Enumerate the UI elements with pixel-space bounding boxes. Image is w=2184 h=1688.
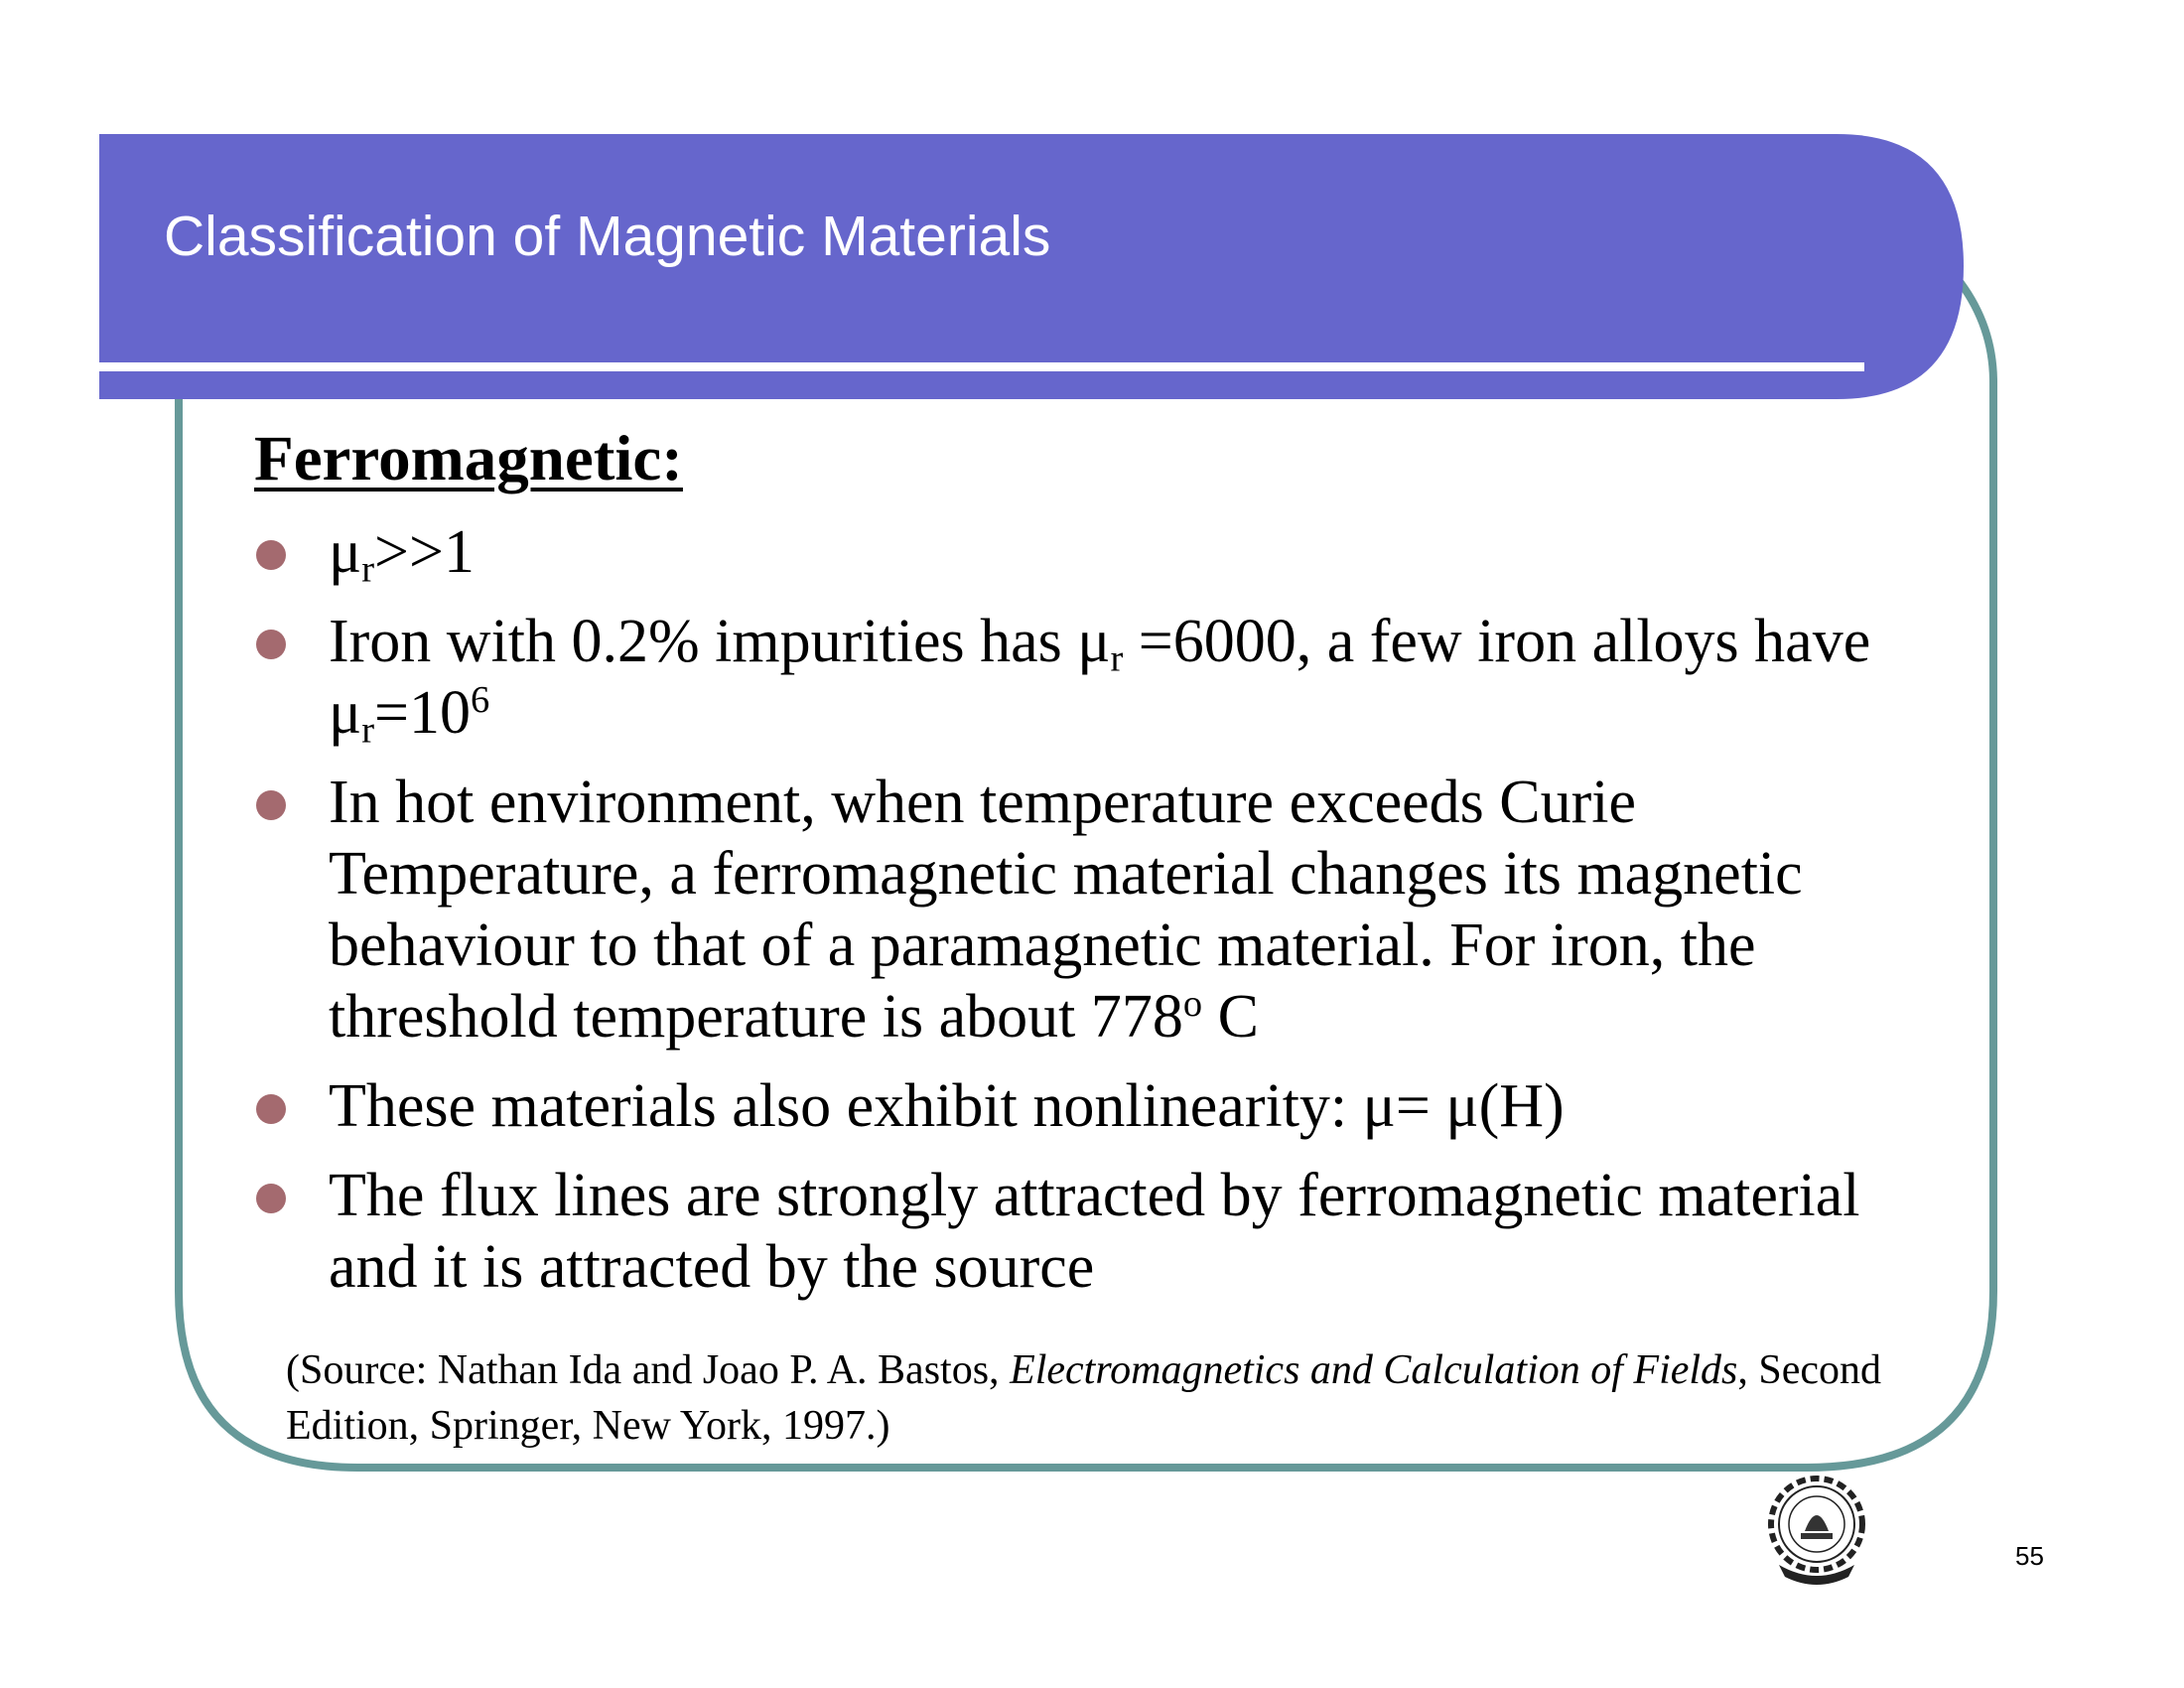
bullet-dot [256, 1184, 286, 1213]
institute-logo-icon [1757, 1470, 1876, 1589]
bullet-item [254, 1160, 1962, 1303]
section-heading: Ferromagnetic: [254, 423, 683, 494]
page-number: 55 [2015, 1541, 2044, 1571]
bullet-text: These materials also exhibit nonlinearity: μ= μ(H) [329, 1072, 1565, 1140]
bullet-dot [256, 790, 286, 820]
source-citation [286, 1342, 1974, 1454]
mu-symbol: μ [1077, 608, 1111, 675]
bullet-text: =10 [374, 679, 472, 747]
subscript: r [361, 548, 375, 591]
bullet-dot [256, 1094, 286, 1124]
mu-symbol: μ [329, 518, 362, 586]
bullet-item [254, 516, 1962, 591]
slide-title: Classification of Magnetic Materials [164, 205, 1051, 268]
bullet-text: >>1 [374, 518, 475, 586]
bullet-dot [256, 630, 286, 659]
bullet-text: In hot environment, when temperature exceeds Curie Temperature, a ferromagnetic material changes its magnetic behaviour to that of a paramagnetic material. For iron, the threshold temperature is about 778 [329, 769, 1803, 1051]
source-book-title: Electromagnetics and Calculation of Fields [1010, 1347, 1738, 1393]
subscript: r [361, 709, 375, 752]
bullet-item [254, 1070, 1962, 1142]
bullet-list [254, 516, 1962, 1321]
subscript: r [1110, 637, 1124, 680]
superscript: 6 [471, 678, 490, 721]
bullet-text: C [1202, 983, 1259, 1051]
title-underline [99, 362, 1864, 371]
bullet-item [254, 767, 1962, 1053]
bullet-dot [256, 540, 286, 570]
bullet-text: The flux lines are strongly attracted by ferromagnetic material and it is attracted by the source [329, 1162, 1860, 1301]
degree-superscript: o [1182, 982, 1203, 1025]
bullet-text: =6000, a few iron alloys have [1123, 608, 1871, 675]
source-suffix: , Second Edition, Springer, New York, 1997.) [286, 1347, 1882, 1449]
source-prefix: (Source: Nathan Ida and Joao P. A. Bastos, [286, 1347, 1011, 1393]
bullet-text: Iron with 0.2% impurities has [329, 608, 1078, 675]
mu-symbol: μ [329, 679, 362, 747]
bullet-item [254, 606, 1962, 752]
